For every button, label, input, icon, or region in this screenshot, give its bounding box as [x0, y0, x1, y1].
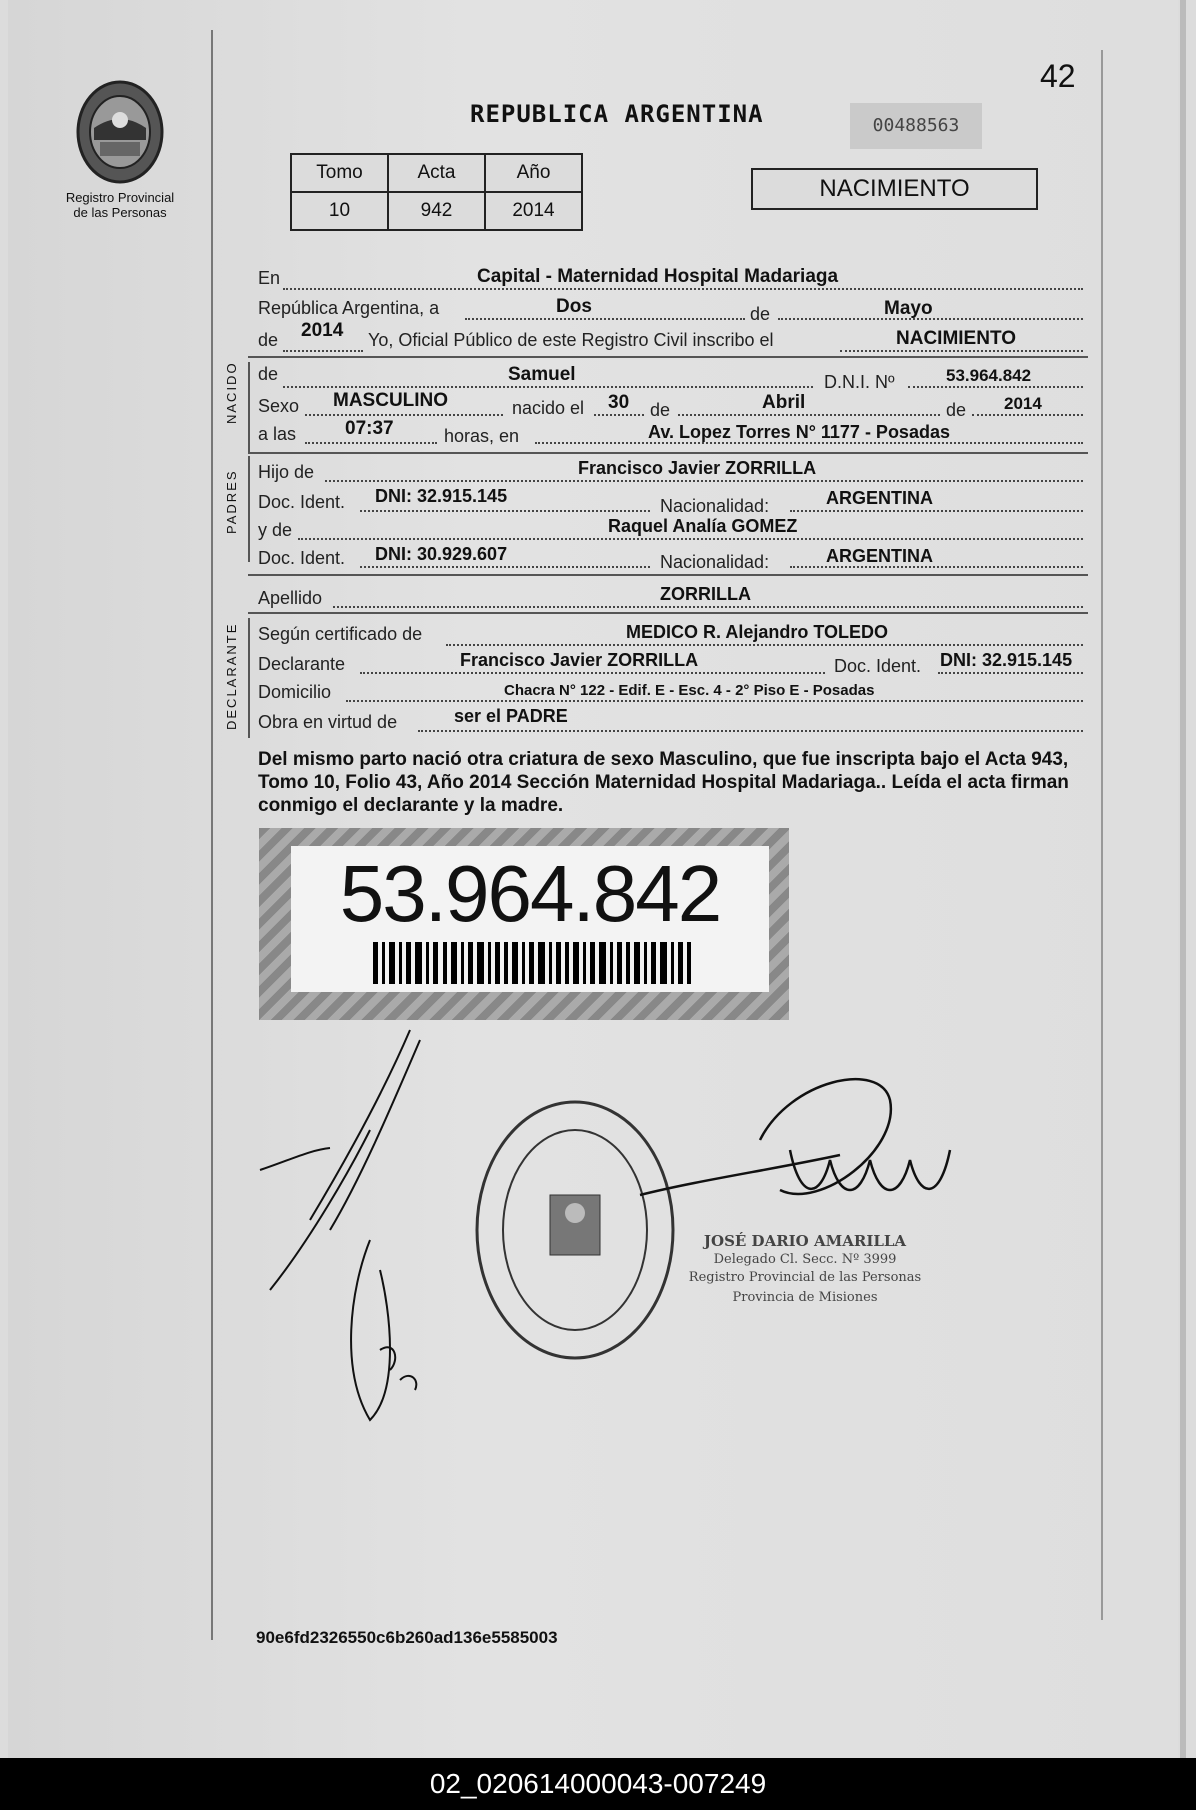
dotted-line: [333, 606, 1083, 608]
record-type-box: NACIMIENTO: [751, 168, 1038, 210]
official-signature: [620, 1060, 980, 1240]
y-de-label: y de: [258, 520, 293, 540]
declarant-doc: DNI: 32.915.145: [940, 650, 1073, 670]
section-divider: [248, 356, 1088, 358]
declarante-label: Declarante: [258, 654, 346, 674]
mother-nationality: ARGENTINA: [826, 546, 933, 566]
hijo-de-label: Hijo de: [258, 462, 315, 482]
de-label: de: [750, 304, 771, 324]
dotted-line: [678, 414, 940, 416]
document-hash: 90e6fd2326550c6b260ad136e5585003: [256, 1628, 558, 1647]
statement-text: Yo, Oficial Público de este Registro Civil inscribo el: [368, 330, 774, 350]
page-number: 42: [1040, 58, 1076, 94]
serial-number: 00488563: [850, 103, 982, 149]
domicilio-label: Domicilio: [258, 682, 332, 702]
republica-label: República Argentina, a: [258, 298, 440, 318]
doc-ident-label: Doc. Ident.: [258, 492, 346, 512]
section-bracket: [248, 456, 250, 562]
de-label: de: [650, 400, 671, 420]
dotted-line: [446, 644, 1083, 646]
declarant-name: Francisco Javier ZORRILLA: [460, 650, 699, 670]
padres-side-label: PADRES: [224, 469, 239, 534]
table-header: Acta: [388, 154, 485, 192]
left-margin-line: [211, 30, 213, 1640]
table-header: Tomo: [291, 154, 388, 192]
barcode-number: 53.964.842: [339, 849, 721, 938]
mother-doc: DNI: 30.929.607: [375, 544, 508, 564]
official-title-1: Delegado Cl. Secc. Nº 3999: [713, 1252, 897, 1267]
en-label: En: [258, 268, 281, 288]
nacionalidad-label: Nacionalidad:: [660, 552, 770, 572]
dotted-line: [305, 442, 437, 444]
father-nationality: ARGENTINA: [826, 488, 933, 508]
official-title-3: Provincia de Misiones: [732, 1290, 878, 1305]
nacionalidad-label: Nacionalidad:: [660, 496, 770, 516]
dotted-line: [298, 538, 1083, 540]
section-bracket: [248, 362, 250, 454]
country-title: REPUBLICA ARGENTINA: [470, 100, 764, 128]
year-value: 2014: [301, 320, 344, 341]
section-divider: [248, 574, 1088, 576]
certificate-value: MEDICO R. Alejandro TOLEDO: [626, 622, 889, 642]
tomo-acta-ano-table: [290, 153, 583, 231]
dotted-line: [283, 350, 363, 352]
birth-year: 2014: [1004, 394, 1042, 413]
cert-label: Según certificado de: [258, 624, 423, 644]
sheet-edge: [1180, 0, 1186, 1758]
section-bracket: [248, 618, 250, 738]
dotted-line: [360, 510, 650, 512]
official-title-2: Registro Provincial de las Personas: [688, 1270, 922, 1285]
obra-label: Obra en virtud de: [258, 712, 398, 732]
declarante-side-label: DECLARANTE: [224, 622, 239, 730]
surname-value: ZORRILLA: [660, 584, 751, 604]
dotted-line: [938, 672, 1083, 674]
section-divider: [248, 612, 1088, 614]
nacido-el-label: nacido el: [512, 398, 585, 418]
dotted-line: [360, 566, 650, 568]
dotted-line: [908, 386, 1083, 388]
de-label: de: [946, 400, 967, 420]
table-cell: 942: [388, 192, 485, 230]
dotted-line: [418, 730, 1083, 732]
dotted-line: [305, 414, 503, 416]
dotted-line: [594, 414, 644, 416]
a-las-label: a las: [258, 424, 297, 444]
dotted-line: [465, 318, 745, 320]
logo-caption: [40, 190, 200, 220]
sexo-label: Sexo: [258, 396, 300, 416]
doc-ident-label: Doc. Ident.: [834, 656, 922, 676]
father-doc: DNI: 32.915.145: [375, 486, 508, 506]
mother-name: Raquel Analía GOMEZ: [608, 516, 798, 536]
dotted-line: [972, 414, 1083, 416]
event-value: NACIMIENTO: [896, 328, 1016, 349]
month-value: Mayo: [884, 298, 933, 319]
signature-initials: [340, 1230, 440, 1430]
dni-label: D.N.I. Nº: [824, 372, 895, 392]
day-value: Dos: [556, 296, 592, 317]
table-header: Año: [485, 154, 582, 192]
doc-ident-label: Doc. Ident.: [258, 548, 346, 568]
obra-value: ser el PADRE: [454, 706, 568, 726]
right-margin-line: [1101, 50, 1103, 1620]
birth-note: Del mismo parto nació otra criatura de sexo Masculino, que fue inscripta bajo el Acta 943, Tomo 10, Folio 43, Año 2014 Sección Maternidad Hospital Madariaga.. Leída el acta firman conmigo el declarante y la madre.: [258, 749, 1069, 816]
dotted-line: [283, 386, 813, 388]
file-id-footer: 02_020614000043-007249: [0, 1758, 1196, 1810]
barcode-card: [291, 846, 769, 992]
father-name: Francisco Javier ZORRILLA: [578, 458, 817, 478]
logo-caption-line2: de las Personas: [73, 205, 167, 220]
nacido-side-label: NACIDO: [224, 361, 239, 424]
dotted-line: [325, 480, 1083, 482]
dotted-line: [346, 700, 1083, 702]
sex-value: MASCULINO: [333, 390, 449, 411]
dotted-line: [283, 288, 1083, 290]
barcode-bars: [373, 942, 691, 984]
domicile-value: Chacra N° 122 - Edif. E - Esc. 4 - 2° Piso E - Posadas: [504, 682, 875, 699]
child-name: Samuel: [508, 364, 576, 385]
birth-day: 30: [608, 392, 630, 413]
birth-time: 07:37: [345, 418, 394, 439]
table-cell: 10: [291, 192, 388, 230]
section-divider: [248, 452, 1088, 454]
apellido-label: Apellido: [258, 588, 323, 608]
de-label: de: [258, 330, 279, 350]
child-dni: 53.964.842: [946, 366, 1032, 385]
dotted-line: [790, 510, 1083, 512]
logo-caption-line1: Registro Provincial: [65, 190, 175, 205]
province-seal-logo: [60, 70, 180, 190]
de-label: de: [258, 364, 279, 384]
birth-month: Abril: [762, 392, 806, 413]
dotted-line: [840, 350, 1083, 352]
place-value: Capital - Maternidad Hospital Madariaga: [477, 266, 839, 287]
table-cell: 2014: [485, 192, 582, 230]
official-name: JOSÉ DARIO AMARILLA: [703, 1232, 907, 1250]
dotted-line: [360, 672, 825, 674]
birth-place: Av. Lopez Torres N° 1177 - Posadas: [648, 422, 950, 442]
horas-en-label: horas, en: [444, 426, 520, 446]
